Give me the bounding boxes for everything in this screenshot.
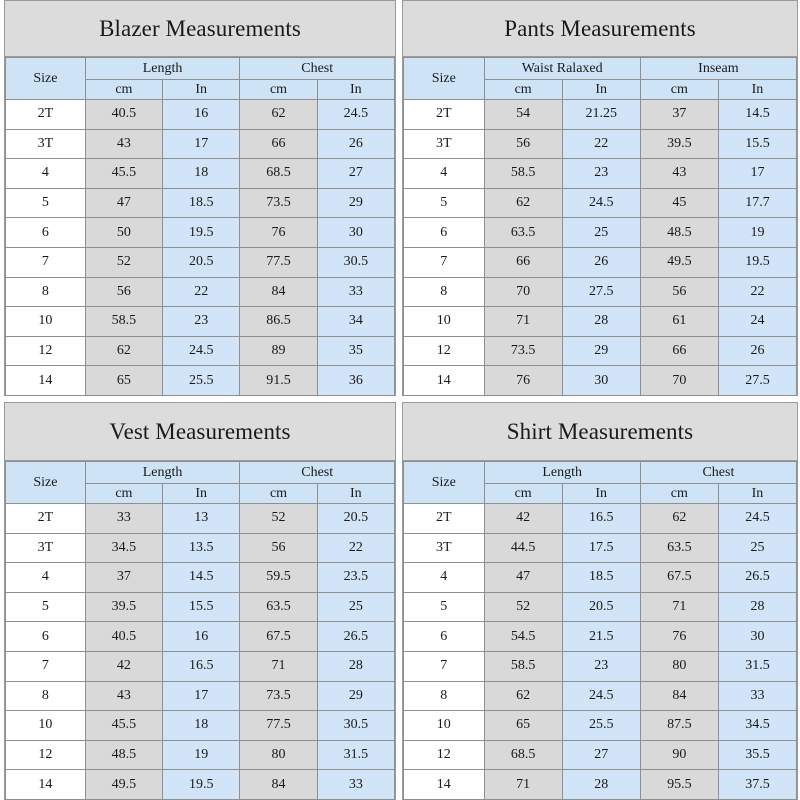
- value-cell: 48.5: [85, 740, 162, 770]
- value-cell: 52: [240, 504, 317, 534]
- table-row: [404, 622, 797, 652]
- pants-title: Pants Measurements: [403, 1, 797, 57]
- value-cell: 44.5: [484, 533, 562, 563]
- value-cell: 17: [718, 159, 796, 189]
- value-cell: 20.5: [562, 592, 640, 622]
- value-cell: 29: [317, 188, 394, 218]
- table-row: [6, 336, 395, 366]
- unit-header-in: In: [317, 484, 394, 504]
- value-cell: 17.7: [718, 188, 796, 218]
- table-row: [404, 218, 797, 248]
- size-cell: 12: [6, 336, 86, 366]
- table-row: [6, 740, 395, 770]
- value-cell: 67.5: [240, 622, 317, 652]
- value-cell: 63.5: [240, 592, 317, 622]
- value-cell: 47: [85, 188, 162, 218]
- value-cell: 40.5: [85, 622, 162, 652]
- value-cell: 62: [85, 336, 162, 366]
- size-column-header: Size: [6, 58, 86, 100]
- size-cell: 14: [404, 366, 485, 396]
- value-cell: 87.5: [640, 711, 718, 741]
- group-header-chest: Chest: [240, 462, 395, 484]
- table-row: [404, 740, 797, 770]
- value-cell: 59.5: [240, 563, 317, 593]
- unit-header-cm: cm: [484, 80, 562, 100]
- value-cell: 27: [317, 159, 394, 189]
- value-cell: 56: [85, 277, 162, 307]
- unit-header-cm: cm: [85, 80, 162, 100]
- value-cell: 67.5: [640, 563, 718, 593]
- table-row: [404, 366, 797, 396]
- size-cell: 6: [6, 218, 86, 248]
- value-cell: 30: [317, 218, 394, 248]
- table-row: [404, 711, 797, 741]
- table-row: [6, 563, 395, 593]
- value-cell: 52: [85, 247, 162, 277]
- value-cell: 31.5: [317, 740, 394, 770]
- value-cell: 58.5: [484, 651, 562, 681]
- size-column-header: Size: [6, 462, 86, 504]
- value-cell: 16: [163, 622, 240, 652]
- value-cell: 29: [317, 681, 394, 711]
- value-cell: 39.5: [85, 592, 162, 622]
- header-row-groups: [6, 58, 395, 80]
- table-row: [6, 277, 395, 307]
- size-cell: 6: [404, 622, 485, 652]
- value-cell: 91.5: [240, 366, 317, 396]
- value-cell: 71: [484, 770, 562, 800]
- size-cell: 7: [404, 247, 485, 277]
- value-cell: 43: [85, 681, 162, 711]
- unit-header-cm: cm: [484, 484, 562, 504]
- value-cell: 19.5: [163, 770, 240, 800]
- value-cell: 23: [562, 159, 640, 189]
- value-cell: 34.5: [718, 711, 796, 741]
- size-cell: 10: [404, 711, 485, 741]
- unit-header-in: In: [317, 80, 394, 100]
- value-cell: 71: [640, 592, 718, 622]
- value-cell: 50: [85, 218, 162, 248]
- size-cell: 14: [6, 770, 86, 800]
- size-cell: 3T: [404, 533, 485, 563]
- group-header-waist-ralaxed: Waist Ralaxed: [484, 58, 640, 80]
- table-row: [6, 622, 395, 652]
- size-cell: 5: [404, 188, 485, 218]
- value-cell: 23: [163, 307, 240, 337]
- value-cell: 61: [640, 307, 718, 337]
- table-row: [6, 651, 395, 681]
- value-cell: 26.5: [718, 563, 796, 593]
- value-cell: 43: [85, 129, 162, 159]
- unit-header-in: In: [562, 484, 640, 504]
- table-row: [404, 770, 797, 800]
- value-cell: 22: [317, 533, 394, 563]
- size-cell: 10: [6, 711, 86, 741]
- value-cell: 62: [484, 188, 562, 218]
- value-cell: 65: [484, 711, 562, 741]
- value-cell: 71: [240, 651, 317, 681]
- value-cell: 25.5: [562, 711, 640, 741]
- value-cell: 52: [484, 592, 562, 622]
- value-cell: 66: [240, 129, 317, 159]
- value-cell: 70: [484, 277, 562, 307]
- value-cell: 58.5: [484, 159, 562, 189]
- value-cell: 76: [240, 218, 317, 248]
- value-cell: 47: [484, 563, 562, 593]
- value-cell: 49.5: [85, 770, 162, 800]
- value-cell: 17.5: [562, 533, 640, 563]
- size-cell: 2T: [404, 100, 485, 130]
- value-cell: 54: [484, 100, 562, 130]
- value-cell: 36: [317, 366, 394, 396]
- unit-header-cm: cm: [640, 484, 718, 504]
- pants-size-table: [403, 57, 797, 396]
- value-cell: 23: [562, 651, 640, 681]
- value-cell: 26.5: [317, 622, 394, 652]
- value-cell: 17: [163, 681, 240, 711]
- unit-header-cm: cm: [640, 80, 718, 100]
- value-cell: 45.5: [85, 711, 162, 741]
- table-row: [404, 533, 797, 563]
- table-row: [6, 711, 395, 741]
- value-cell: 33: [718, 681, 796, 711]
- header-row-groups: [6, 462, 395, 484]
- value-cell: 48.5: [640, 218, 718, 248]
- value-cell: 68.5: [484, 740, 562, 770]
- value-cell: 28: [562, 770, 640, 800]
- value-cell: 80: [640, 651, 718, 681]
- value-cell: 73.5: [240, 188, 317, 218]
- value-cell: 25: [718, 533, 796, 563]
- size-cell: 2T: [6, 100, 86, 130]
- value-cell: 56: [640, 277, 718, 307]
- value-cell: 62: [484, 681, 562, 711]
- value-cell: 21.25: [562, 100, 640, 130]
- blazer-size-table: [5, 57, 395, 396]
- value-cell: 31.5: [718, 651, 796, 681]
- vest-size-table: [5, 461, 395, 800]
- vest-measurements-panel: [4, 402, 396, 800]
- table-row: [404, 247, 797, 277]
- table-row: [6, 770, 395, 800]
- value-cell: 86.5: [240, 307, 317, 337]
- size-cell: 12: [404, 740, 485, 770]
- pants-measurements-panel: [402, 0, 798, 396]
- size-cell: 8: [404, 277, 485, 307]
- value-cell: 20.5: [317, 504, 394, 534]
- table-row: [6, 100, 395, 130]
- value-cell: 84: [240, 277, 317, 307]
- value-cell: 14.5: [163, 563, 240, 593]
- value-cell: 26: [718, 336, 796, 366]
- table-row: [404, 159, 797, 189]
- size-cell: 3T: [404, 129, 485, 159]
- value-cell: 25: [317, 592, 394, 622]
- value-cell: 33: [317, 770, 394, 800]
- value-cell: 66: [640, 336, 718, 366]
- value-cell: 90: [640, 740, 718, 770]
- size-cell: 8: [6, 681, 86, 711]
- value-cell: 22: [718, 277, 796, 307]
- value-cell: 25.5: [163, 366, 240, 396]
- size-cell: 10: [6, 307, 86, 337]
- value-cell: 62: [240, 100, 317, 130]
- value-cell: 19.5: [163, 218, 240, 248]
- blazer-title: Blazer Measurements: [5, 1, 395, 57]
- group-header-length: Length: [484, 462, 640, 484]
- table-row: [404, 129, 797, 159]
- unit-header-in: In: [163, 80, 240, 100]
- value-cell: 54.5: [484, 622, 562, 652]
- table-row: [6, 504, 395, 534]
- value-cell: 30.5: [317, 247, 394, 277]
- value-cell: 18.5: [163, 188, 240, 218]
- value-cell: 16.5: [163, 651, 240, 681]
- value-cell: 15.5: [718, 129, 796, 159]
- value-cell: 37: [640, 100, 718, 130]
- value-cell: 56: [484, 129, 562, 159]
- value-cell: 24: [718, 307, 796, 337]
- header-row-groups: [404, 58, 797, 80]
- size-cell: 7: [6, 651, 86, 681]
- value-cell: 71: [484, 307, 562, 337]
- value-cell: 80: [240, 740, 317, 770]
- table-row: [404, 563, 797, 593]
- value-cell: 24.5: [562, 681, 640, 711]
- value-cell: 19.5: [718, 247, 796, 277]
- value-cell: 77.5: [240, 711, 317, 741]
- shirt-size-table: [403, 461, 797, 800]
- unit-header-in: In: [562, 80, 640, 100]
- value-cell: 25: [562, 218, 640, 248]
- value-cell: 23.5: [317, 563, 394, 593]
- unit-header-cm: cm: [240, 80, 317, 100]
- value-cell: 73.5: [484, 336, 562, 366]
- value-cell: 27.5: [562, 277, 640, 307]
- value-cell: 63.5: [484, 218, 562, 248]
- value-cell: 56: [240, 533, 317, 563]
- size-cell: 6: [6, 622, 86, 652]
- value-cell: 76: [640, 622, 718, 652]
- size-cell: 8: [404, 681, 485, 711]
- table-row: [404, 336, 797, 366]
- value-cell: 68.5: [240, 159, 317, 189]
- value-cell: 95.5: [640, 770, 718, 800]
- value-cell: 42: [85, 651, 162, 681]
- unit-header-cm: cm: [85, 484, 162, 504]
- size-cell: 4: [6, 563, 86, 593]
- table-row: [404, 592, 797, 622]
- table-row: [6, 159, 395, 189]
- table-row: [6, 307, 395, 337]
- value-cell: 22: [163, 277, 240, 307]
- unit-header-in: In: [718, 484, 796, 504]
- table-row: [404, 681, 797, 711]
- unit-header-in: In: [718, 80, 796, 100]
- value-cell: 24.5: [163, 336, 240, 366]
- size-cell: 5: [404, 592, 485, 622]
- value-cell: 29: [562, 336, 640, 366]
- table-row: [404, 277, 797, 307]
- size-cell: 8: [6, 277, 86, 307]
- size-cell: 4: [6, 159, 86, 189]
- table-row: [6, 681, 395, 711]
- size-cell: 3T: [6, 533, 86, 563]
- value-cell: 73.5: [240, 681, 317, 711]
- table-row: [404, 651, 797, 681]
- value-cell: 21.5: [562, 622, 640, 652]
- size-cell: 7: [404, 651, 485, 681]
- value-cell: 45.5: [85, 159, 162, 189]
- shirt-title: Shirt Measurements: [403, 403, 797, 461]
- value-cell: 22: [562, 129, 640, 159]
- value-cell: 63.5: [640, 533, 718, 563]
- value-cell: 28: [317, 651, 394, 681]
- value-cell: 37.5: [718, 770, 796, 800]
- value-cell: 33: [85, 504, 162, 534]
- group-header-inseam: Inseam: [640, 58, 796, 80]
- value-cell: 15.5: [163, 592, 240, 622]
- table-row: [6, 533, 395, 563]
- value-cell: 27.5: [718, 366, 796, 396]
- value-cell: 26: [317, 129, 394, 159]
- value-cell: 24.5: [317, 100, 394, 130]
- value-cell: 39.5: [640, 129, 718, 159]
- table-row: [404, 504, 797, 534]
- value-cell: 30: [718, 622, 796, 652]
- value-cell: 37: [85, 563, 162, 593]
- value-cell: 40.5: [85, 100, 162, 130]
- size-cell: 10: [404, 307, 485, 337]
- value-cell: 35: [317, 336, 394, 366]
- unit-header-cm: cm: [240, 484, 317, 504]
- value-cell: 66: [484, 247, 562, 277]
- value-cell: 34: [317, 307, 394, 337]
- value-cell: 43: [640, 159, 718, 189]
- shirt-measurements-panel: [402, 402, 798, 800]
- value-cell: 62: [640, 504, 718, 534]
- table-row: [404, 188, 797, 218]
- table-row: [6, 129, 395, 159]
- value-cell: 84: [640, 681, 718, 711]
- size-cell: 3T: [6, 129, 86, 159]
- value-cell: 76: [484, 366, 562, 396]
- size-cell: 12: [404, 336, 485, 366]
- size-cell: 12: [6, 740, 86, 770]
- unit-header-in: In: [163, 484, 240, 504]
- value-cell: 58.5: [85, 307, 162, 337]
- value-cell: 84: [240, 770, 317, 800]
- value-cell: 13: [163, 504, 240, 534]
- value-cell: 42: [484, 504, 562, 534]
- size-cell: 2T: [404, 504, 485, 534]
- value-cell: 18.5: [562, 563, 640, 593]
- value-cell: 70: [640, 366, 718, 396]
- value-cell: 34.5: [85, 533, 162, 563]
- value-cell: 27: [562, 740, 640, 770]
- value-cell: 20.5: [163, 247, 240, 277]
- size-cell: 14: [404, 770, 485, 800]
- value-cell: 35.5: [718, 740, 796, 770]
- group-header-length: Length: [85, 58, 240, 80]
- size-cell: 4: [404, 563, 485, 593]
- size-cell: 7: [6, 247, 86, 277]
- value-cell: 19: [718, 218, 796, 248]
- size-column-header: Size: [404, 58, 485, 100]
- group-header-chest: Chest: [640, 462, 796, 484]
- value-cell: 24.5: [718, 504, 796, 534]
- size-cell: 5: [6, 188, 86, 218]
- value-cell: 13.5: [163, 533, 240, 563]
- header-row-groups: [404, 462, 797, 484]
- group-header-chest: Chest: [240, 58, 395, 80]
- value-cell: 17: [163, 129, 240, 159]
- value-cell: 16: [163, 100, 240, 130]
- value-cell: 26: [562, 247, 640, 277]
- value-cell: 65: [85, 366, 162, 396]
- value-cell: 19: [163, 740, 240, 770]
- value-cell: 77.5: [240, 247, 317, 277]
- vest-title: Vest Measurements: [5, 403, 395, 461]
- value-cell: 30.5: [317, 711, 394, 741]
- value-cell: 24.5: [562, 188, 640, 218]
- table-row: [404, 307, 797, 337]
- value-cell: 18: [163, 159, 240, 189]
- size-column-header: Size: [404, 462, 485, 504]
- size-cell: 2T: [6, 504, 86, 534]
- value-cell: 28: [718, 592, 796, 622]
- table-row: [6, 592, 395, 622]
- value-cell: 45: [640, 188, 718, 218]
- value-cell: 30: [562, 366, 640, 396]
- size-cell: 5: [6, 592, 86, 622]
- value-cell: 14.5: [718, 100, 796, 130]
- value-cell: 28: [562, 307, 640, 337]
- group-header-length: Length: [85, 462, 240, 484]
- table-row: [6, 188, 395, 218]
- value-cell: 16.5: [562, 504, 640, 534]
- size-cell: 6: [404, 218, 485, 248]
- size-cell: 14: [6, 366, 86, 396]
- value-cell: 33: [317, 277, 394, 307]
- size-cell: 4: [404, 159, 485, 189]
- table-row: [404, 100, 797, 130]
- table-row: [6, 247, 395, 277]
- value-cell: 89: [240, 336, 317, 366]
- table-row: [6, 218, 395, 248]
- table-row: [6, 366, 395, 396]
- value-cell: 18: [163, 711, 240, 741]
- blazer-measurements-panel: [4, 0, 396, 396]
- value-cell: 49.5: [640, 247, 718, 277]
